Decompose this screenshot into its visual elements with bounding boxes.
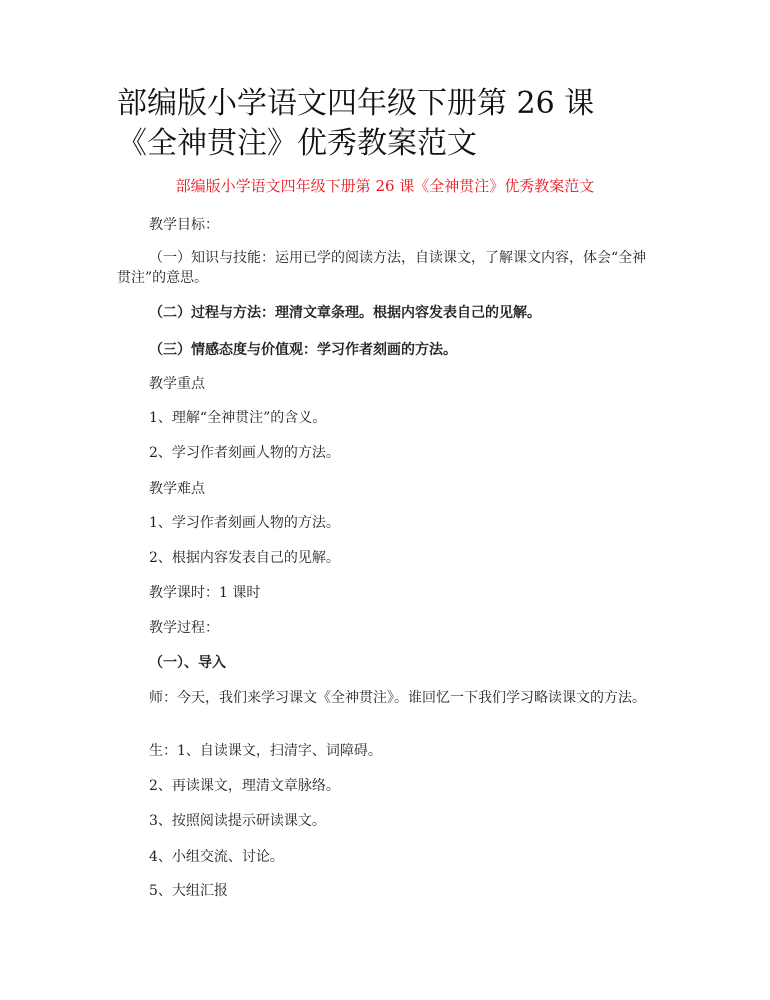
paragraph-teaching-process: 教学过程： xyxy=(149,620,219,636)
paragraph-difficulty-1: 1、学习作者刻画人物的方法。 xyxy=(149,515,340,531)
paragraph-key-point-1: 1、理解“全神贯注”的含义。 xyxy=(149,410,327,426)
paragraph-class-hours: 教学课时：1 课时 xyxy=(149,585,261,601)
paragraph-step-3: 3、按照阅读提示研读课文。 xyxy=(149,813,326,829)
paragraph-goal-emotion: （三）情感态度与价值观：学习作者刻画的方法。 xyxy=(149,342,457,358)
paragraph-intro-heading: （一）、导入 xyxy=(149,655,226,671)
paragraph-step-5: 5、大组汇报 xyxy=(149,883,228,899)
document-subtitle: 部编版小学语文四年级下册第 26 课《全神贯注》优秀教案范文 xyxy=(175,177,595,195)
paragraph-difficulty-2: 2、根据内容发表自己的见解。 xyxy=(149,550,340,566)
paragraph-key-points: 教学重点 xyxy=(149,376,205,392)
document-title xyxy=(117,84,677,164)
paragraph-step-4: 4、小组交流、讨论。 xyxy=(149,849,284,865)
paragraph-key-point-2: 2、学习作者刻画人物的方法。 xyxy=(149,445,340,461)
paragraph-student-line: 生：1、自读课文，扫清字、词障碍。 xyxy=(149,743,382,759)
paragraph-difficulties: 教学难点 xyxy=(149,481,205,497)
paragraph-teacher-line: 师：今天，我们来学习课文《全神贯注》。谁回忆一下我们学习略读课文的方法。 xyxy=(149,690,646,706)
paragraph-goal-process: （二）过程与方法：理清文章条理。根据内容发表自己的见解。 xyxy=(149,305,541,321)
paragraph-teaching-goals: 教学目标： xyxy=(149,217,219,233)
document-title-line-1: 部编版小学语文四年级下册第 26 课 xyxy=(117,86,595,121)
paragraph-goal-knowledge: （一）知识与技能：运用已学的阅读方法，自读课文，了解课文内容，体会“全神贯注”的意思。 xyxy=(117,250,647,286)
paragraph-step-2: 2、再读课文，理清文章脉络。 xyxy=(149,778,340,794)
document-title-line-2: 《全神贯注》优秀教案范文 xyxy=(117,126,477,161)
